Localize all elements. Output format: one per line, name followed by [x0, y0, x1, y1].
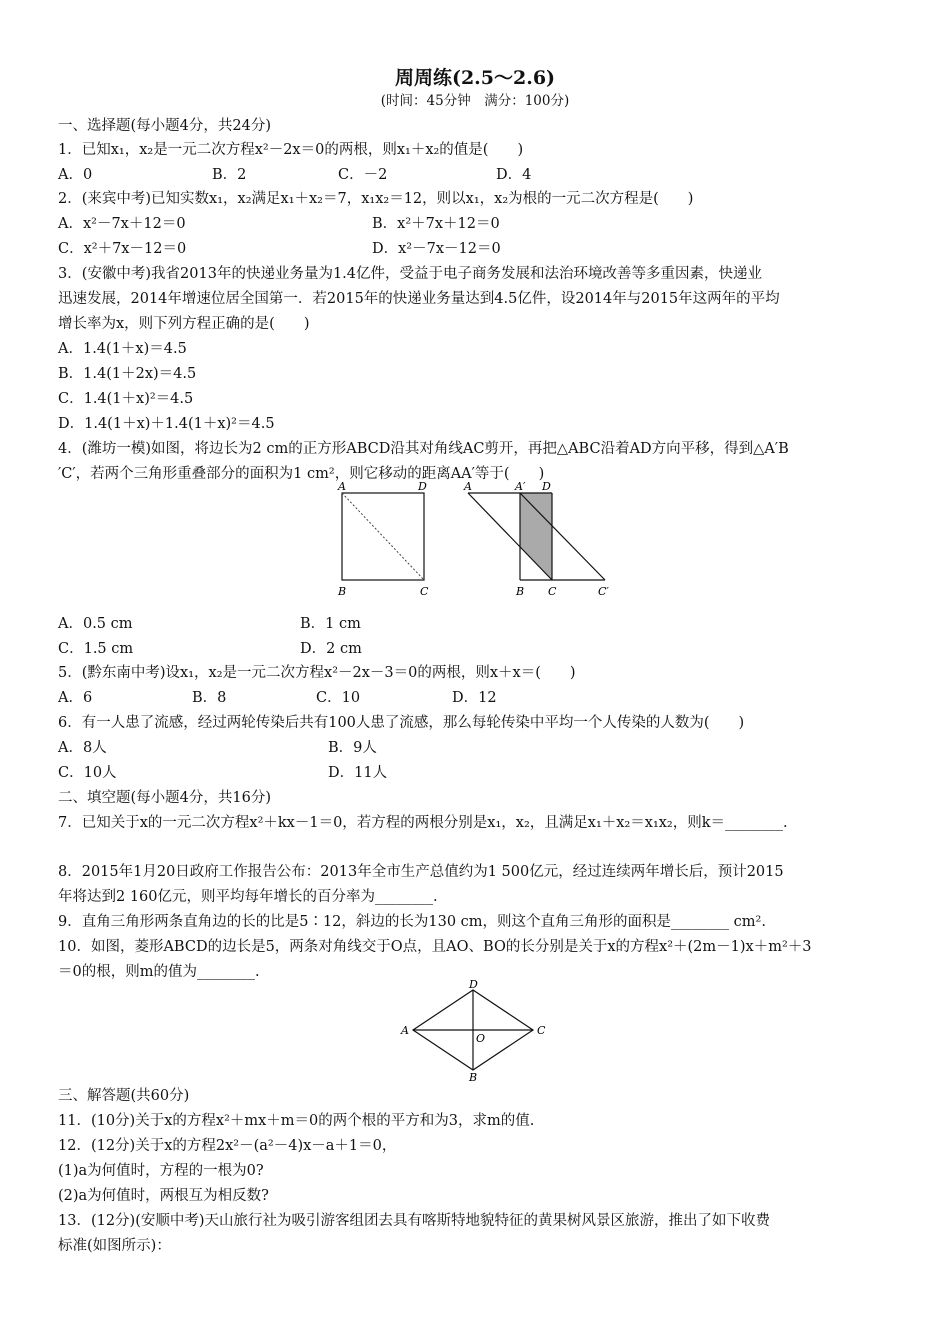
q6-option-b: B．9人 [328, 740, 377, 756]
question-8-line-1: 8．2015年1月20日政府工作报告公布：2013年全市生产总值约为1 500亿元，经过连续两年增长后，预计2015 [58, 864, 784, 880]
question-8-line-2: 年将达到2 160亿元，则平均每年增长的百分率为________. [58, 889, 438, 905]
label-d: D [542, 480, 551, 493]
label-c: C [548, 585, 557, 598]
section-heading-solve: 三、解答题(共60分) [58, 1088, 190, 1104]
question-6: 6．有一人患了流感，经过两轮传染后共有100人患了流感，那么每轮传染中平均一个人传染的人数为( ) [58, 715, 745, 731]
q5-option-d: D．12 [452, 690, 497, 706]
q3-option-d: D．1.4(1＋x)＋1.4(1＋x)²＝4.5 [58, 416, 275, 432]
q4-option-d: D．2 cm [300, 641, 362, 657]
label-c-prime: C′ [598, 585, 609, 598]
question-7: 7．已知关于x的一元二次方程x²＋kx－1＝0，若方程的两根分别是x₁，x₂，且满足x₁＋x₂＝x₁x₂，则k＝________. [58, 815, 788, 831]
label-d: D [418, 480, 427, 493]
question-5: 5．(黔东南中考)设x₁，x₂是一元二次方程x²－2x－3＝0的两根，则x＋x＝( ) [58, 665, 576, 681]
section-heading-fill: 二、填空题(每小题4分，共16分) [58, 790, 271, 806]
q4-right-figure [463, 480, 609, 598]
question-4-line-2: ′C′，若两个三角形重叠部分的面积为1 cm²，则它移动的距离AA′等于( ) [58, 466, 545, 482]
q6-option-d: D．11人 [328, 765, 388, 781]
question-10-line-2: ＝0的根，则m的值为________. [58, 964, 260, 980]
label-c: C [420, 585, 429, 598]
q5-option-c: C．10 [316, 690, 361, 706]
q1-option-c: C．－2 [338, 167, 388, 183]
q1-option-d: D．4 [496, 167, 532, 183]
q4-square-figures [330, 480, 630, 600]
section-heading-choice: 一、选择题(每小题4分，共24分) [58, 118, 271, 134]
question-9: 9．直角三角形两条直角边的长的比是5∶12，斜边的长为130 cm，则这个直角三角形的面积是________ cm². [58, 914, 766, 930]
label-o: O [476, 1032, 486, 1045]
label-a: A [401, 1024, 409, 1037]
label-a: A [338, 480, 346, 493]
q10-rhombus-figure [395, 980, 565, 1082]
q3-option-b: B．1.4(1＋2x)＝4.5 [58, 366, 197, 382]
q1-option-b: B．2 [212, 167, 247, 183]
q2-option-c: C．x²＋7x－12＝0 [58, 241, 187, 257]
question-13-line-2: 标准(如图所示)： [58, 1238, 171, 1254]
q4-left-figure [337, 480, 429, 598]
q5-option-a: A．6 [58, 690, 93, 706]
label-b: B [338, 585, 347, 598]
q12-part-2: (2)a为何值时，两根互为相反数? [58, 1188, 269, 1204]
q1-option-a: A．0 [58, 167, 93, 183]
label-d: D [469, 980, 478, 991]
q5-option-b: B．8 [192, 690, 227, 706]
q12-part-1: (1)a为何值时，方程的一根为0? [58, 1163, 264, 1179]
q3-option-c: C．1.4(1＋x)²＝4.5 [58, 391, 194, 407]
q4-option-a: A．0.5 cm [58, 616, 133, 632]
page-title: 周周练(2.5～2.6) [394, 67, 556, 89]
question-12: 12．(12分)关于x的方程2x²－(a²－4)x－a＋1＝0， [58, 1138, 397, 1154]
question-1: 1．已知x₁，x₂是一元二次方程x²－2x＝0的两根，则x₁＋x₂的值是( ) [58, 142, 524, 158]
label-c: C [537, 1024, 546, 1037]
q6-option-c: C．10人 [58, 765, 117, 781]
page-subtitle: (时间：45分钟 满分：100分) [380, 93, 570, 109]
q4-option-c: C．1.5 cm [58, 641, 134, 657]
label-b: B [516, 585, 525, 598]
label-a-prime: A′ [515, 480, 526, 493]
question-2: 2．(来宾中考)已知实数x₁，x₂满足x₁＋x₂＝7，x₁x₂＝12，则以x₁，x₂为根的一元二次方程是( ) [58, 191, 694, 207]
question-13-line-1: 13．(12分)(安顺中考)天山旅行社为吸引游客组团去具有喀斯特地貌特征的黄果树风景区旅游，推出了如下收费 [58, 1213, 771, 1229]
question-3-line-1: 3．(安徽中考)我省2013年的快递业务量为1.4亿件，受益于电子商务发展和法治环境改善等多重因素，快递业 [58, 266, 762, 282]
diagonal-ac [342, 493, 424, 580]
q4-option-b: B．1 cm [300, 616, 361, 632]
q6-option-a: A．8人 [58, 740, 107, 756]
q3-option-a: A．1.4(1＋x)＝4.5 [58, 341, 187, 357]
label-a: A [464, 480, 472, 493]
q2-option-b: B．x²＋7x＋12＝0 [372, 216, 500, 232]
question-10-line-1: 10．如图，菱形ABCD的边长是5，两条对角线交于O点，且AO、BO的长分别是关于x的方程x²＋(2m－1)x＋m²＋3 [58, 939, 812, 955]
q2-option-a: A．x²－7x＋12＝0 [58, 216, 186, 232]
q2-option-d: D．x²－7x－12＝0 [372, 241, 501, 257]
question-4-line-1: 4．(潍坊一模)如图，将边长为2 cm的正方形ABCD沿其对角线AC剪开，再把△ABC沿着AD方向平移，得到△A′B [58, 441, 789, 457]
label-b: B [469, 1071, 478, 1082]
question-3-line-2: 迅速发展，2014年增速位居全国第一．若2015年的快递业务量达到4.5亿件，设2014年与2015年这两年的平均 [58, 291, 780, 307]
question-3-line-3: 增长率为x，则下列方程正确的是( ) [58, 316, 310, 332]
question-11: 11．(10分)关于x的方程x²＋mx＋m＝0的两个根的平方和为3，求m的值. [58, 1113, 535, 1129]
